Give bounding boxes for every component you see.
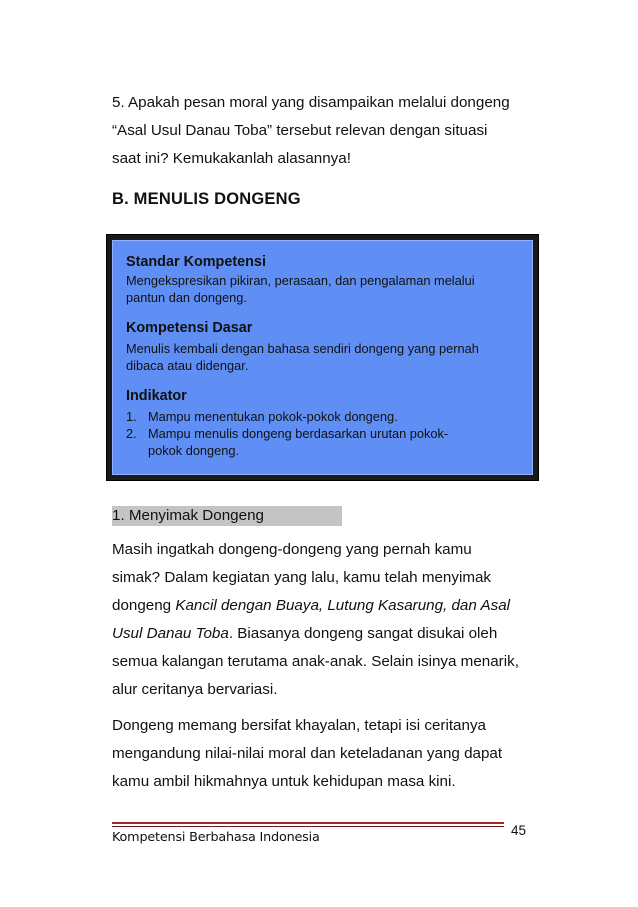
story-title: Usul Danau Toba (112, 625, 229, 642)
paragraph-line: alur ceritanya bervariasi. (112, 681, 278, 698)
story-titles: Kancil dengan Buaya, Lutung Kasarung, dan Asal (175, 597, 511, 614)
section-b-heading: B. MENULIS DONGENG (112, 190, 301, 208)
standar-kompetensi-text: pantun dan dongeng. (126, 290, 247, 305)
paragraph-line: semua kalangan terutama anak-anak. Selain isinya menarik, (112, 653, 519, 670)
paragraph-line (112, 592, 532, 620)
paragraph-line (112, 620, 532, 648)
indikator-item-text: Mampu menentukan pokok-pokok dongeng. (148, 409, 398, 424)
indikator-item-text: Mampu menulis dongeng berdasarkan urutan pokok- (148, 426, 449, 441)
indikator-heading: Indikator (126, 388, 187, 404)
kompetensi-dasar-text: Menulis kembali dengan bahasa sendiri dongeng yang pernah (126, 341, 479, 356)
paragraph-1 (112, 536, 532, 704)
paragraph-line: Masih ingatkah dongeng-dongeng yang pernah kamu (112, 541, 472, 558)
subsection-heading: 1. Menyimak Dongeng (112, 506, 342, 526)
indikator-item-number: 1. (126, 409, 137, 424)
question-5-line: 5. Apakah pesan moral yang disampaikan melalui dongeng (112, 94, 510, 111)
paragraph-line: mengandung nilai-nilai moral dan keteladanan yang dapat (112, 745, 503, 762)
competency-box-panel (112, 240, 533, 475)
kompetensi-dasar-text: dibaca atau didengar. (126, 358, 249, 373)
paragraph-line: kamu ambil hikmahnya untuk kehidupan masa kini. (112, 773, 456, 790)
standar-kompetensi-heading: Standar Kompetensi (126, 254, 266, 270)
question-5 (112, 89, 532, 173)
footer-title: Kompetensi Berbahasa Indonesia (112, 830, 320, 845)
indikator-item (126, 425, 448, 442)
paragraph-2 (112, 712, 532, 796)
page-number: 45 (511, 823, 527, 838)
indikator-item (126, 408, 398, 425)
footer-rule (112, 826, 504, 827)
question-5-line: “Asal Usul Danau Toba” tersebut relevan dengan situasi (112, 122, 488, 139)
footer-rule (112, 822, 504, 824)
competency-box (106, 234, 539, 481)
indikator-item-text: pokok dongeng. (148, 443, 240, 458)
indikator-item-continued (126, 442, 239, 459)
kompetensi-dasar-heading: Kompetensi Dasar (126, 320, 253, 336)
standar-kompetensi-text: Mengekspresikan pikiran, perasaan, dan pengalaman melalui (126, 273, 475, 288)
question-5-line: saat ini? Kemukakanlah alasannya! (112, 150, 351, 167)
paragraph-line: simak? Dalam kegiatan yang lalu, kamu telah menyimak (112, 569, 492, 586)
paragraph-text: dongeng (112, 597, 176, 614)
indikator-item-number: 2. (126, 426, 137, 441)
paragraph-line: Dongeng memang bersifat khayalan, tetapi isi ceritanya (112, 717, 486, 734)
paragraph-text: . Biasanya dongeng sangat disukai oleh (228, 625, 498, 642)
